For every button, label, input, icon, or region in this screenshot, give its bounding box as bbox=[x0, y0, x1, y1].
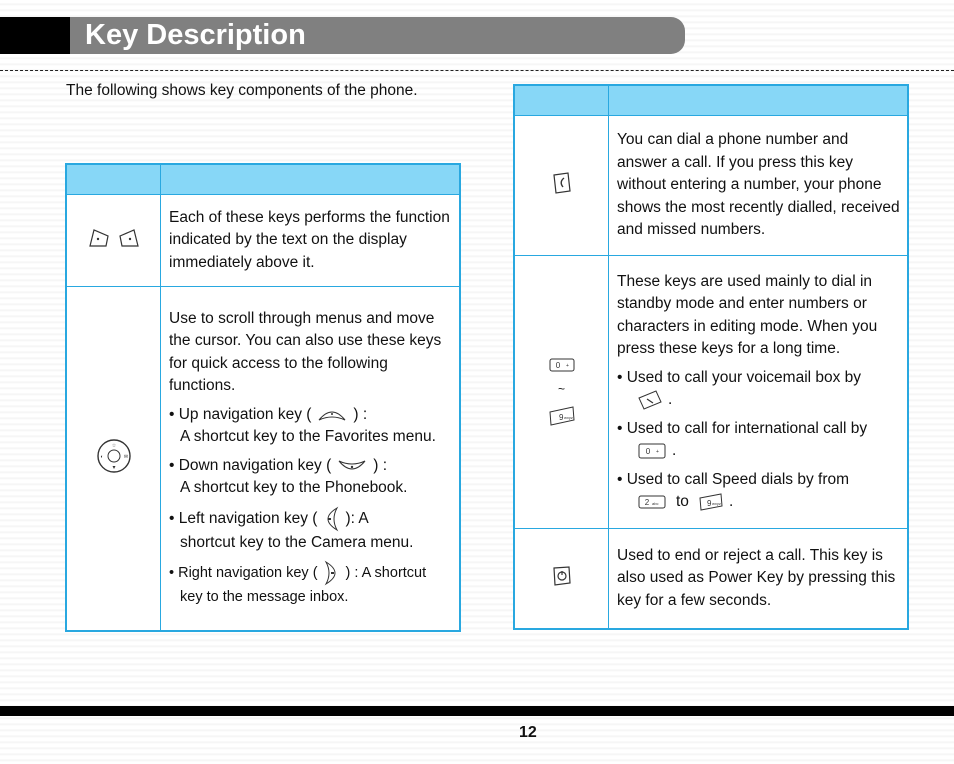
zero-key-icon bbox=[549, 358, 575, 372]
svg-text:wxyz: wxyz bbox=[563, 415, 573, 420]
svg-text:wxyz: wxyz bbox=[711, 500, 721, 506]
table-row bbox=[514, 116, 908, 256]
one-key-icon bbox=[638, 390, 662, 410]
svg-text:+: + bbox=[565, 363, 569, 369]
svg-text:abc: abc bbox=[652, 500, 659, 506]
intro-text: The following shows key components of the phone. bbox=[66, 82, 418, 99]
navigation-key-icon bbox=[96, 438, 132, 474]
nine-key-icon bbox=[549, 406, 575, 426]
table-header-cell bbox=[609, 85, 909, 116]
soft-keys-description bbox=[161, 195, 461, 287]
soft-keys-text: Each of these keys performs the function indicated by the text on the display immediately above it. bbox=[169, 208, 450, 271]
right-nav-after: ) : A shortcut bbox=[345, 565, 427, 582]
international-bullet bbox=[617, 418, 901, 463]
end-key-icon bbox=[552, 565, 572, 587]
table-header-cell bbox=[161, 164, 461, 195]
svg-text:✉: ✉ bbox=[123, 453, 128, 460]
voicemail-icon-line bbox=[617, 389, 901, 412]
up-nav-key-icon bbox=[317, 408, 347, 422]
left-nav-bullet bbox=[169, 506, 453, 555]
header-black-tab bbox=[0, 17, 72, 54]
page-number: 12 bbox=[519, 724, 537, 741]
right-key-table bbox=[513, 84, 909, 630]
table-header-row bbox=[66, 164, 460, 195]
international-end: . bbox=[672, 442, 677, 459]
down-nav-label: • Down navigation key ( bbox=[169, 456, 332, 474]
svg-text:0: 0 bbox=[555, 361, 560, 370]
navigation-key-cell bbox=[66, 287, 161, 631]
up-nav-desc: A shortcut key to the Favorites menu. bbox=[180, 428, 436, 446]
table-row bbox=[514, 256, 908, 529]
tilde-symbol: ~ bbox=[557, 382, 565, 396]
left-nav-label: • Left navigation key ( bbox=[169, 509, 318, 527]
up-nav-bullet bbox=[169, 404, 453, 449]
zero-key-icon bbox=[638, 443, 666, 459]
right-nav-label: • Right navigation key ( bbox=[169, 565, 318, 582]
table-row bbox=[66, 287, 460, 631]
right-nav-bullet bbox=[169, 560, 453, 609]
table-row bbox=[66, 195, 460, 287]
svg-text:2: 2 bbox=[644, 497, 650, 507]
number-keys-icons bbox=[515, 358, 608, 426]
table-row bbox=[514, 529, 908, 629]
number-keys-description bbox=[609, 256, 909, 529]
nine-key-icon bbox=[699, 493, 723, 511]
down-nav-bullet bbox=[169, 455, 453, 500]
send-key-icon bbox=[552, 171, 572, 195]
svg-text:0: 0 bbox=[645, 446, 651, 456]
navigation-key-description bbox=[161, 287, 461, 631]
soft-keys-cell bbox=[66, 195, 161, 287]
speed-dial-label: • Used to call Speed dials by from bbox=[617, 470, 850, 488]
voicemail-label: • Used to call your voicemail box by bbox=[617, 368, 862, 386]
svg-text:9: 9 bbox=[706, 498, 712, 508]
left-soft-key-icon bbox=[88, 228, 110, 248]
left-key-table bbox=[65, 163, 461, 632]
table-header-cell bbox=[514, 85, 609, 116]
svg-text:☆: ☆ bbox=[111, 442, 116, 449]
down-nav-desc: A shortcut key to the Phonebook. bbox=[180, 479, 408, 497]
speed-dial-icon-line bbox=[617, 491, 901, 514]
svg-text:9: 9 bbox=[558, 413, 563, 422]
end-key-cell bbox=[514, 529, 609, 629]
left-nav-key-icon bbox=[323, 506, 339, 532]
end-key-description bbox=[609, 529, 909, 629]
navigation-intro-text: Use to scroll through menus and move the cursor. You can also use these keys for quick access to the following functions. bbox=[169, 309, 442, 395]
end-key-text: Used to end or reject a call. This key is also used as Power Key by pressing this key for a few seconds. bbox=[617, 546, 896, 609]
send-key-description bbox=[609, 116, 909, 256]
number-keys-cell bbox=[514, 256, 609, 529]
table-header-cell bbox=[66, 164, 161, 195]
send-key-text: You can dial a phone number and answer a call. If you press this key without entering a number, your phone shows the most recently dialled, received and missed numbers. bbox=[617, 131, 900, 239]
right-nav-key-icon bbox=[324, 560, 340, 586]
two-key-icon bbox=[638, 494, 666, 510]
dashed-divider bbox=[0, 70, 954, 71]
voicemail-bullet bbox=[617, 367, 901, 412]
speed-dial-bullet bbox=[617, 469, 901, 514]
soft-keys-icons bbox=[88, 228, 140, 248]
number-keys-text: These keys are used mainly to dial in standby mode and enter numbers or characters in editing mode. When you press these keys for a long time. bbox=[617, 272, 878, 357]
voicemail-end: . bbox=[668, 391, 673, 408]
up-nav-after: ) : bbox=[353, 405, 368, 423]
page-title: Key Description bbox=[85, 19, 306, 51]
svg-text:◐: ◐ bbox=[99, 453, 104, 460]
down-nav-after: ) : bbox=[373, 456, 388, 474]
down-nav-key-icon bbox=[337, 459, 367, 473]
svg-text:▾: ▾ bbox=[111, 464, 116, 471]
svg-text:+: + bbox=[656, 448, 659, 455]
speed-dial-end: . bbox=[728, 493, 734, 510]
left-nav-desc: shortcut key to the Camera menu. bbox=[180, 533, 414, 551]
right-soft-key-icon bbox=[118, 228, 140, 248]
international-icon-line bbox=[617, 440, 901, 463]
international-label: • Used to call for international call by bbox=[617, 419, 868, 437]
up-nav-label: • Up navigation key ( bbox=[169, 405, 312, 423]
footer-bar bbox=[0, 706, 954, 716]
send-key-cell bbox=[514, 116, 609, 256]
table-header-row bbox=[514, 85, 908, 116]
left-nav-after: ): A bbox=[345, 509, 369, 527]
speed-dial-to: to bbox=[676, 493, 689, 510]
right-nav-desc: key to the message inbox. bbox=[180, 589, 349, 606]
